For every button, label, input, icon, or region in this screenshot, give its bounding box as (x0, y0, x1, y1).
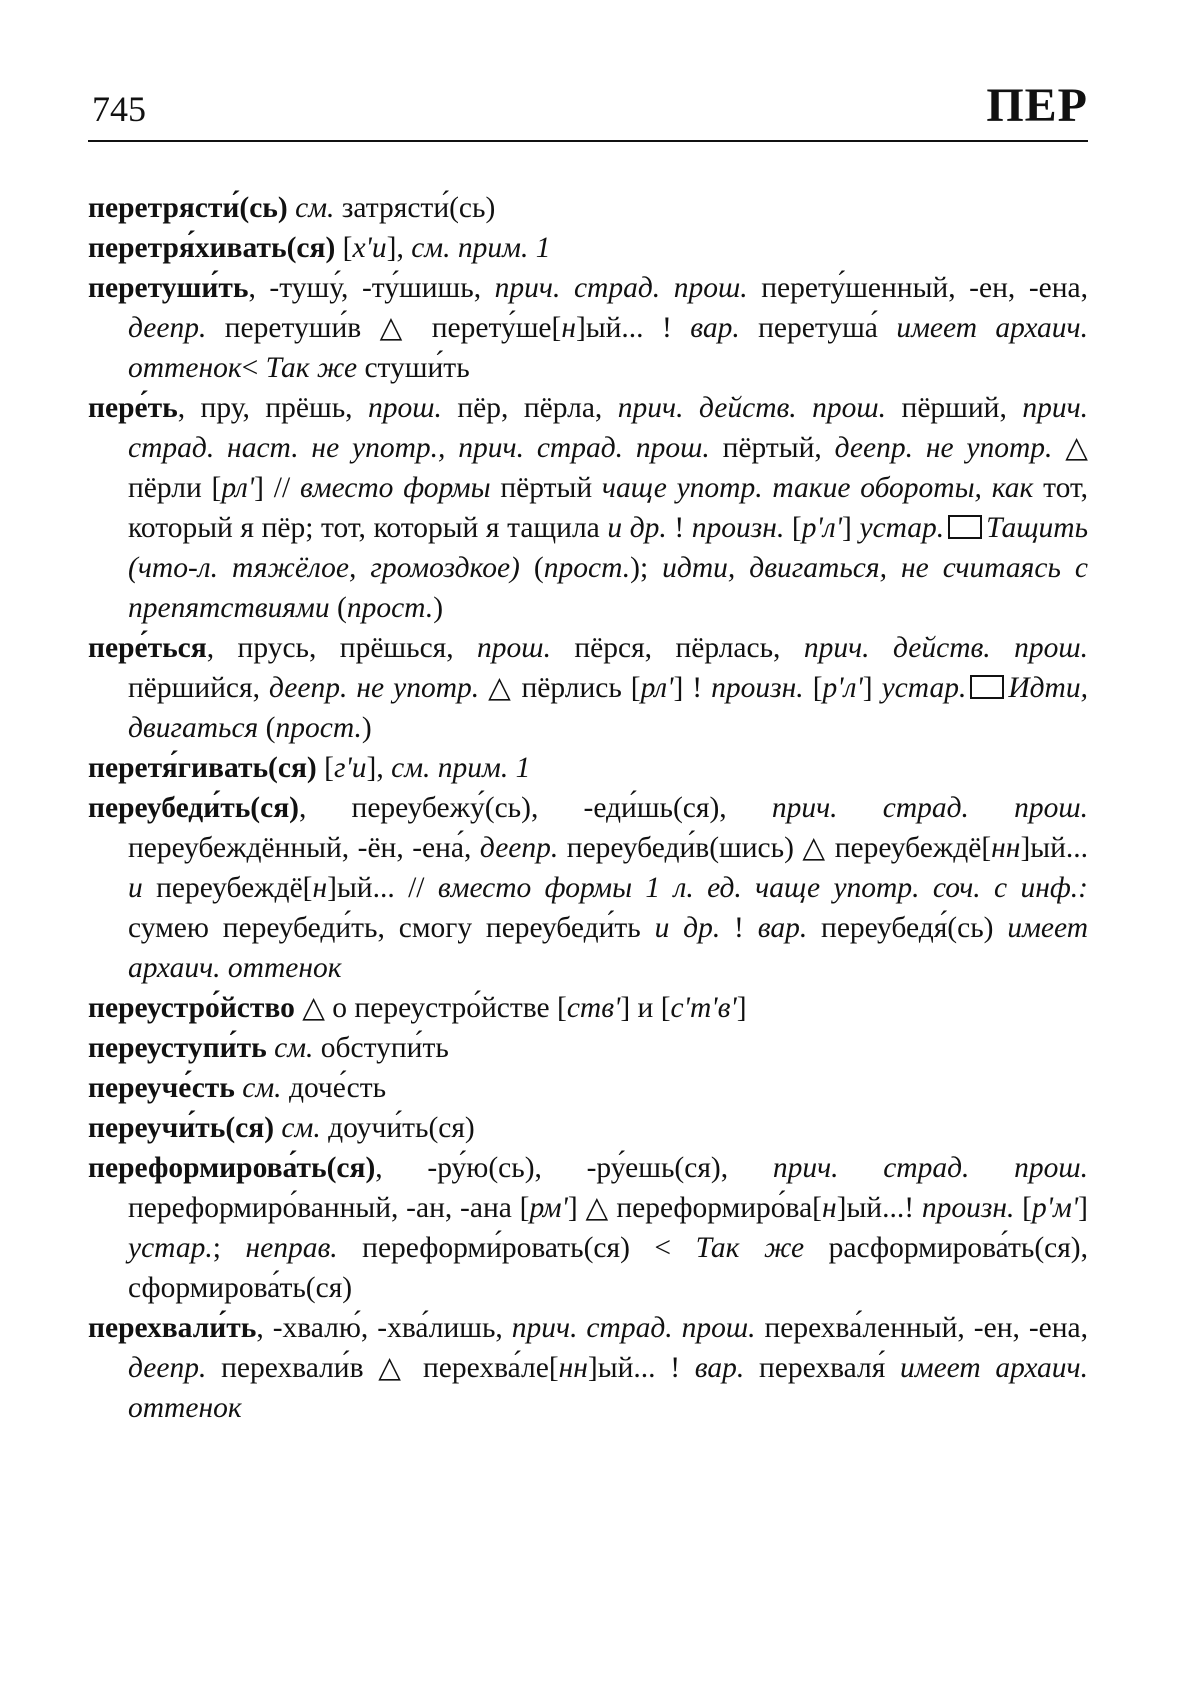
dictionary-entry (88, 628, 1088, 748)
entry-text: обступи́ть (313, 1032, 449, 1064)
italic-note: устар. (128, 1232, 213, 1264)
italic-note: деепр. не употр. (268, 672, 480, 704)
entry-text: [ (803, 672, 823, 704)
italic-note: и др. (654, 912, 721, 944)
italic-note: н (561, 312, 576, 344)
italic-note: см. (281, 1112, 321, 1144)
headword: переучи́ть(ся) (88, 1112, 275, 1144)
entry-text: ] и [ (620, 992, 671, 1024)
dictionary-entry (88, 1068, 1088, 1108)
headword: пере́ться (88, 632, 207, 664)
italic-note: вместо формы (299, 472, 491, 504)
italic-note: и (128, 872, 143, 904)
dictionary-entry (88, 228, 1088, 268)
entry-text: [ (1014, 1192, 1032, 1224)
italic-note: идти, двигаться, не считаясь с препятствиями (128, 552, 1089, 624)
dictionary-entry (88, 788, 1088, 988)
italic-note: прич. страд. прош. (771, 792, 1088, 824)
italic-note: и др. (607, 512, 667, 544)
italic-note: прич. страд. прош. (772, 1152, 1088, 1184)
entry-text: тот, который я пёр; тот, который я тащила (128, 472, 1088, 544)
entry-text: переформиро́ванный, -ан, -ана [ (128, 1192, 530, 1224)
entry-text: перету́шенный, -ен, -ена, (747, 272, 1088, 304)
entry-text: пёрся, пёрлась, (550, 632, 804, 664)
headword: перехвали́ть (88, 1312, 257, 1344)
italic-note: прич. страд. прош. (511, 1312, 756, 1344)
definition-box-icon (948, 515, 982, 539)
entry-text: доучи́ть(ся) (320, 1112, 475, 1144)
entry-text: < (241, 352, 266, 384)
headword: переустро́йство (88, 992, 295, 1024)
entry-text: ; (212, 1232, 246, 1264)
entry-text: ] (1078, 1192, 1088, 1224)
italic-note: деепр. (479, 832, 559, 864)
entry-text: , -хвалю́, -хва́лишь, (256, 1312, 512, 1344)
entry-text: ]ый... ! (587, 1352, 695, 1384)
entry-text: переубеди́в(шись) △ переубеждё[ (558, 832, 992, 864)
italic-note: г'и (333, 752, 367, 784)
entry-text: ); (630, 552, 663, 584)
entry-text: [ (316, 752, 334, 784)
entry-text: △ о переустро́йстве [ (294, 992, 567, 1024)
italic-note: см. прим. 1 (391, 752, 531, 784)
entry-text: расформирова́ть(ся), сформирова́ть(ся) (128, 1232, 1089, 1304)
italic-note: н (312, 872, 328, 904)
entry-text: ]ый... // (327, 872, 438, 904)
entry-text: переубеждё[ (142, 872, 313, 904)
entry-text: ) (433, 592, 444, 624)
entry-text: перетуша́ (739, 312, 897, 344)
entry-text: [ (335, 232, 353, 264)
entry-text: перехвали́в △ перехва́ле[ (206, 1352, 559, 1384)
entry-text: пёртый (490, 472, 602, 504)
entry-text: ]ый... ! (576, 312, 691, 344)
dictionary-entry (88, 1148, 1088, 1308)
italic-note: нн (991, 832, 1021, 864)
entry-text: ]ый... (1020, 832, 1088, 864)
entry-text: пёрший, (886, 392, 1023, 424)
entry-text: ] △ переформиро́ва[ (567, 1192, 822, 1224)
entry-text: ], (366, 752, 392, 784)
entry-text: , переубежу́(сь), -еди́шь(ся), (299, 792, 772, 824)
dictionary-entry (88, 748, 1088, 788)
entry-text: пёр, пёрла, (441, 392, 618, 424)
entry-text: затрясти́(сь) (334, 192, 496, 224)
entry-text: ]ый...! (836, 1192, 922, 1224)
running-head: ПЕР (986, 79, 1088, 132)
italic-note: устар. (881, 672, 967, 704)
entry-text: переубедя́(сь) (807, 912, 1008, 944)
headword: переубеди́ть(ся) (88, 792, 299, 824)
entry-text: , -тушу́, -ту́шишь, (248, 272, 495, 304)
headword: перетря́хивать(ся) (88, 232, 336, 264)
entry-text: сумею переубеди́ть, смогу переубеди́ть (128, 912, 655, 944)
entry-text: [ (784, 512, 802, 544)
entry-text: пёртый, (709, 432, 835, 464)
italic-note: прост. (346, 592, 434, 624)
entry-text: переубеждённый, -ён, -ена́, (128, 832, 480, 864)
entry-text: перетуши́в △ перету́ше[ (206, 312, 562, 344)
italic-note: х'и (352, 232, 387, 264)
italic-note: прош. (368, 392, 442, 424)
entry-text (288, 192, 295, 224)
entry-text: пёршийся, (128, 672, 269, 704)
italic-note: прич. страд. прош. (494, 272, 748, 304)
page-number: 745 (92, 89, 146, 129)
italic-note: см. (274, 1032, 314, 1064)
entry-text: ] (842, 512, 860, 544)
italic-note: прич. действ. прош. (617, 392, 887, 424)
italic-note: Так же (695, 1232, 805, 1264)
headword: переформирова́ть(ся) (88, 1152, 376, 1184)
entry-text: стуши́ть (357, 352, 470, 384)
headword: переуступи́ть (88, 1032, 267, 1064)
italic-note: прич. страд. наст. не употр., прич. страд. прош. (128, 392, 1089, 464)
italic-note: р'л' (801, 512, 842, 544)
italic-note: рл' (640, 672, 674, 704)
italic-note: деепр. (128, 1352, 207, 1384)
italic-note: произн. (921, 1192, 1015, 1224)
entry-text: , -ру́ю(сь), -ру́ешь(ся), (375, 1152, 773, 1184)
entry-text (267, 1032, 274, 1064)
headword: переуче́сть (88, 1072, 235, 1104)
italic-note: прош. (477, 632, 551, 664)
italic-note: р'м' (1031, 1192, 1079, 1224)
italic-note: рм' (529, 1192, 568, 1224)
italic-note: прост. (275, 712, 362, 744)
headword: перетя́гивать(ся) (88, 752, 317, 784)
entry-text: доче́сть (281, 1072, 387, 1104)
italic-note: Так же (265, 352, 358, 384)
entry-text: ! (666, 512, 692, 544)
dictionary-entry (88, 188, 1088, 228)
italic-note: имеет архаич. оттенок (128, 312, 1088, 384)
dictionary-entry (88, 988, 1088, 1028)
italic-note: деепр. (128, 312, 207, 344)
entry-text: ] // (254, 472, 300, 504)
entry-text: переформи́ровать(ся) < (337, 1232, 696, 1264)
italic-note: имеет архаич. оттенок (128, 1352, 1088, 1424)
headword: перетрясти́(сь) (88, 192, 288, 224)
italic-note: устар. (859, 512, 945, 544)
italic-note: произн. (711, 672, 804, 704)
italic-note: Идти, двигаться (128, 672, 1088, 744)
italic-note: имеет архаич. оттенок (128, 912, 1089, 984)
italic-note: чаще употр. такие обороты, как (601, 472, 1034, 504)
italic-note: ств' (566, 992, 621, 1024)
entry-text: △ пёрли [ (128, 432, 1088, 504)
italic-note: неправ. (245, 1232, 338, 1264)
italic-note: нн (558, 1352, 588, 1384)
italic-note: с'т'в' (670, 992, 737, 1024)
entry-text: ] (736, 992, 747, 1024)
page-header (88, 78, 1088, 142)
dictionary-entry (88, 268, 1088, 388)
entry-text: ] (862, 672, 882, 704)
headword: перетуши́ть (88, 272, 249, 304)
headword: пере́ть (88, 392, 178, 424)
entry-text: ( (329, 592, 347, 624)
entry-text: , прусь, прёшься, (206, 632, 478, 664)
italic-note: прич. действ. прош. (803, 632, 1088, 664)
dictionary-entry (88, 1108, 1088, 1148)
italic-note: произн. (691, 512, 785, 544)
italic-note: прост. (543, 552, 631, 584)
dictionary-entry (88, 1308, 1088, 1428)
italic-note: см. (295, 192, 335, 224)
dictionary-entry (88, 388, 1088, 628)
italic-note: деепр. не употр. (834, 432, 1053, 464)
italic-note: вар. (694, 1352, 745, 1384)
entry-text: перехваля́ (744, 1352, 901, 1384)
italic-note: вместо формы 1 л. ед. чаще употр. соч. с инф.: (437, 872, 1088, 904)
entry-text: ) (361, 712, 372, 744)
italic-note: вар. (757, 912, 808, 944)
entry-text: △ пёрлись [ (479, 672, 641, 704)
dictionary-entry (88, 1028, 1088, 1068)
italic-note: р'л' (822, 672, 863, 704)
italic-note: Тащить (что-л. тяжёлое, громоздкое) (128, 512, 1089, 584)
entry-text: ], (386, 232, 412, 264)
entry-text: , пру, прёшь, (177, 392, 368, 424)
entry-text: ] ! (673, 672, 712, 704)
italic-note: рл' (221, 472, 255, 504)
entry-text: ( (258, 712, 276, 744)
italic-note: см. (242, 1072, 282, 1104)
definition-box-icon (970, 675, 1004, 699)
dictionary-entries (88, 188, 1088, 1428)
entry-text: перехва́ленный, -ен, -ена, (755, 1312, 1088, 1344)
entry-text: ( (519, 552, 544, 584)
entry-text: ! (720, 912, 758, 944)
italic-note: н (822, 1192, 837, 1224)
italic-note: вар. (690, 312, 740, 344)
italic-note: см. прим. 1 (411, 232, 551, 264)
